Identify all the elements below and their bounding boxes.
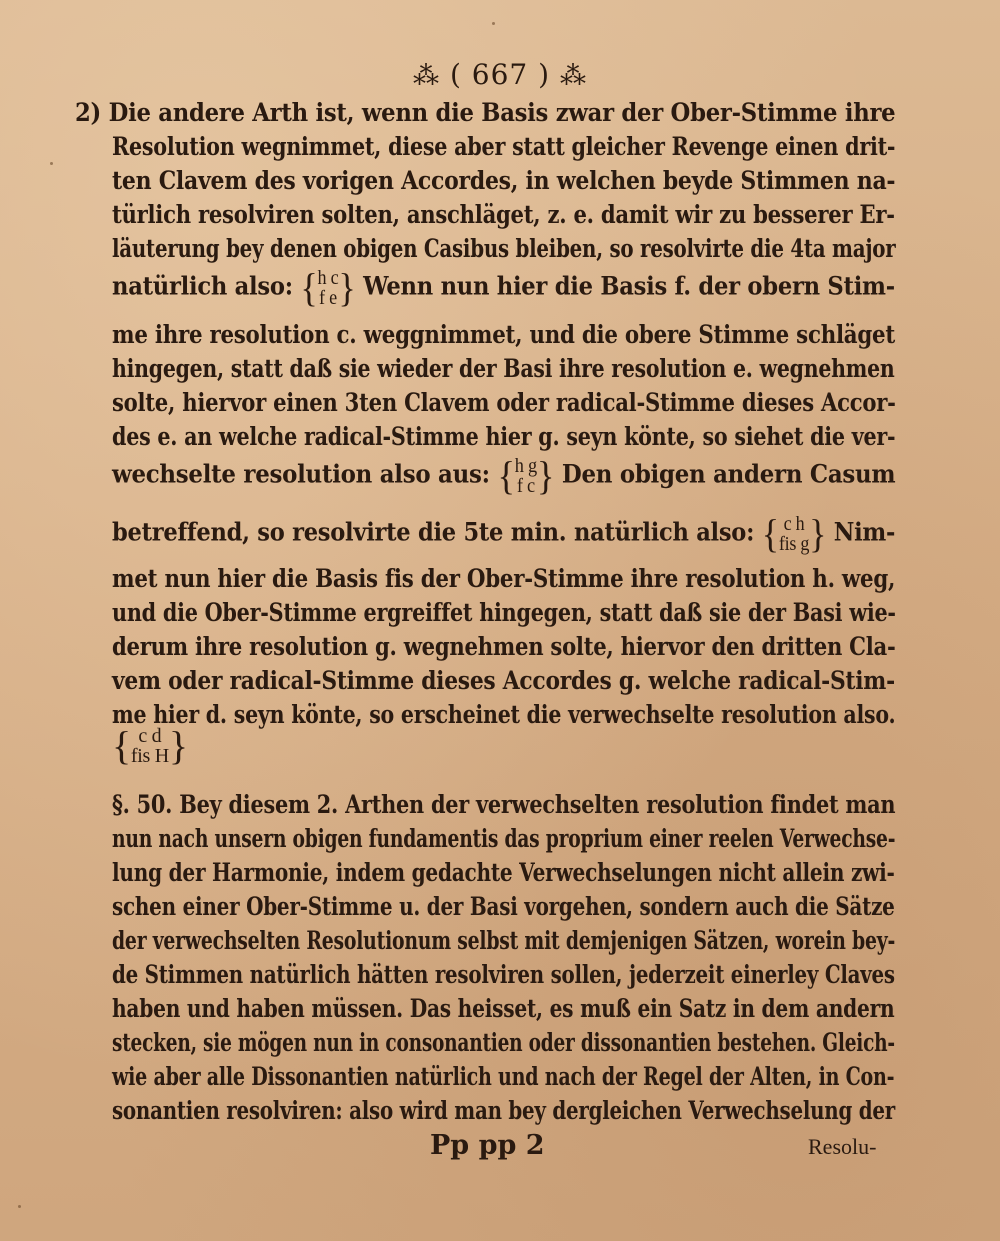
text-line: lung der Harmonie, indem gedachte Verwechselungen nicht allein zwi- <box>112 858 895 887</box>
paper-speck <box>18 1205 21 1208</box>
text-segment: Nim- <box>833 517 896 547</box>
example-line-1 <box>112 265 895 310</box>
ornament-right-icon: ⁂ <box>559 61 587 92</box>
text-line: hingegen, statt daß sie wieder der Basi ihre resolution e. wegnehmen <box>112 354 895 383</box>
example-line-2 <box>112 453 896 498</box>
music-example-3: { c h fis g } <box>761 511 827 556</box>
example-1-top: h c <box>317 267 339 289</box>
paper-speck <box>492 22 495 25</box>
section-50-start: §. 50. Bey diesem 2. Arthen der verwechselten resolution findet man <box>112 790 896 819</box>
example-1-bottom: f e <box>319 287 337 309</box>
text-line: der verwechselten Resolutionum selbst mit demjenigen Sätzen, worein bey- <box>112 926 896 955</box>
text-line: vem oder radical-Stimme dieses Accordes g. welche radical-Stim- <box>112 666 895 695</box>
text-line: solte, hiervor einen 3ten Clavem oder radical-Stimme dieses Accor- <box>112 388 896 417</box>
text-segment: betreffend, so resolvirte die 5te min. natürlich also: <box>112 517 755 547</box>
text-segment: wechselte resolution also aus: <box>112 459 490 489</box>
example-3-top: c h <box>783 513 805 535</box>
signature-mark: Pp pp 2 <box>430 1130 545 1161</box>
example-line-3 <box>112 511 896 556</box>
music-example-1: { h c f e } <box>300 265 356 310</box>
example-4-top: c d <box>138 725 162 747</box>
music-example-4: { c d fis H } <box>112 723 188 768</box>
page-number: ( 667 ) <box>449 58 551 91</box>
text-segment: Wenn nun hier die Basis f. der obern Stim- <box>363 271 895 301</box>
example-2-bottom: f c <box>516 475 535 497</box>
example-3-bottom: fis g <box>778 533 810 555</box>
text-line: derum ihre resolution g. wegnehmen solte, hiervor den dritten Cla- <box>112 632 896 661</box>
text-line: des e. an welche radical-Stimme hier g. seyn könte, so siehet die ver- <box>112 422 896 451</box>
text-line: me ihre resolution c. weggnimmet, und die obere Stimme schläget <box>112 320 895 349</box>
text-line: und die Ober-Stimme ergreiffet hingegen, statt daß sie der Basi wie- <box>112 598 896 627</box>
example-2-top: h g <box>514 455 537 477</box>
text-line: Resolution wegnimmet, diese aber statt gleicher Revenge einen drit- <box>112 132 896 161</box>
text-line: stecken, sie mögen nun in consonantien oder dissonantien bestehen. Gleich- <box>112 1028 895 1057</box>
text-line: läuterung bey denen obigen Casibus bleiben, so resolvirte die 4ta major <box>112 234 896 263</box>
page-header <box>0 58 1000 92</box>
text-segment: Den obigen andern Casum <box>561 459 896 489</box>
paper-speck <box>50 162 53 165</box>
text-line: ten Clavem des vorigen Accordes, in welchen beyde Stimmen na- <box>112 166 896 195</box>
text-line: wie aber alle Dissonantien natürlich und nach der Regel der Alten, in Con- <box>112 1062 895 1091</box>
example-line-4 <box>112 723 188 768</box>
text-line: met nun hier die Basis fis der Ober-Stimme ihre resolution h. weg, <box>112 564 896 593</box>
text-line: sonantien resolviren: also wird man bey dergleichen Verwechselung der <box>112 1096 895 1125</box>
ornament-left-icon: ⁂ <box>413 61 441 92</box>
catchword: Resolu- <box>808 1134 877 1159</box>
text-line: de Stimmen natürlich hätten resolviren sollen, jederzeit einerley Claves <box>112 960 895 989</box>
text-line: 2) Die andere Arth ist, wenn die Basis zwar der Ober-Stimme ihre <box>75 98 896 127</box>
text-line: schen einer Ober-Stimme u. der Basi vorgehen, sondern auch die Sätze <box>112 892 895 921</box>
text-line: haben und haben müssen. Das heisset, es muß ein Satz in dem andern <box>112 994 895 1023</box>
music-example-2: { h g f c } <box>497 453 555 498</box>
example-4-bottom: fis H <box>130 745 169 767</box>
signature-row <box>0 1130 1000 1170</box>
page-footer <box>0 1094 1000 1134</box>
text-line: me hier d. seyn könte, so erscheinet die verwechselte resolution also. <box>112 700 896 729</box>
text-line: nun nach unsern obigen fundamentis das proprium einer reelen Verwechse- <box>112 824 896 853</box>
text-line: türlich resolviren solten, anschläget, z. e. damit wir zu besserer Er- <box>112 200 895 229</box>
text-segment: natürlich also: <box>112 271 293 301</box>
